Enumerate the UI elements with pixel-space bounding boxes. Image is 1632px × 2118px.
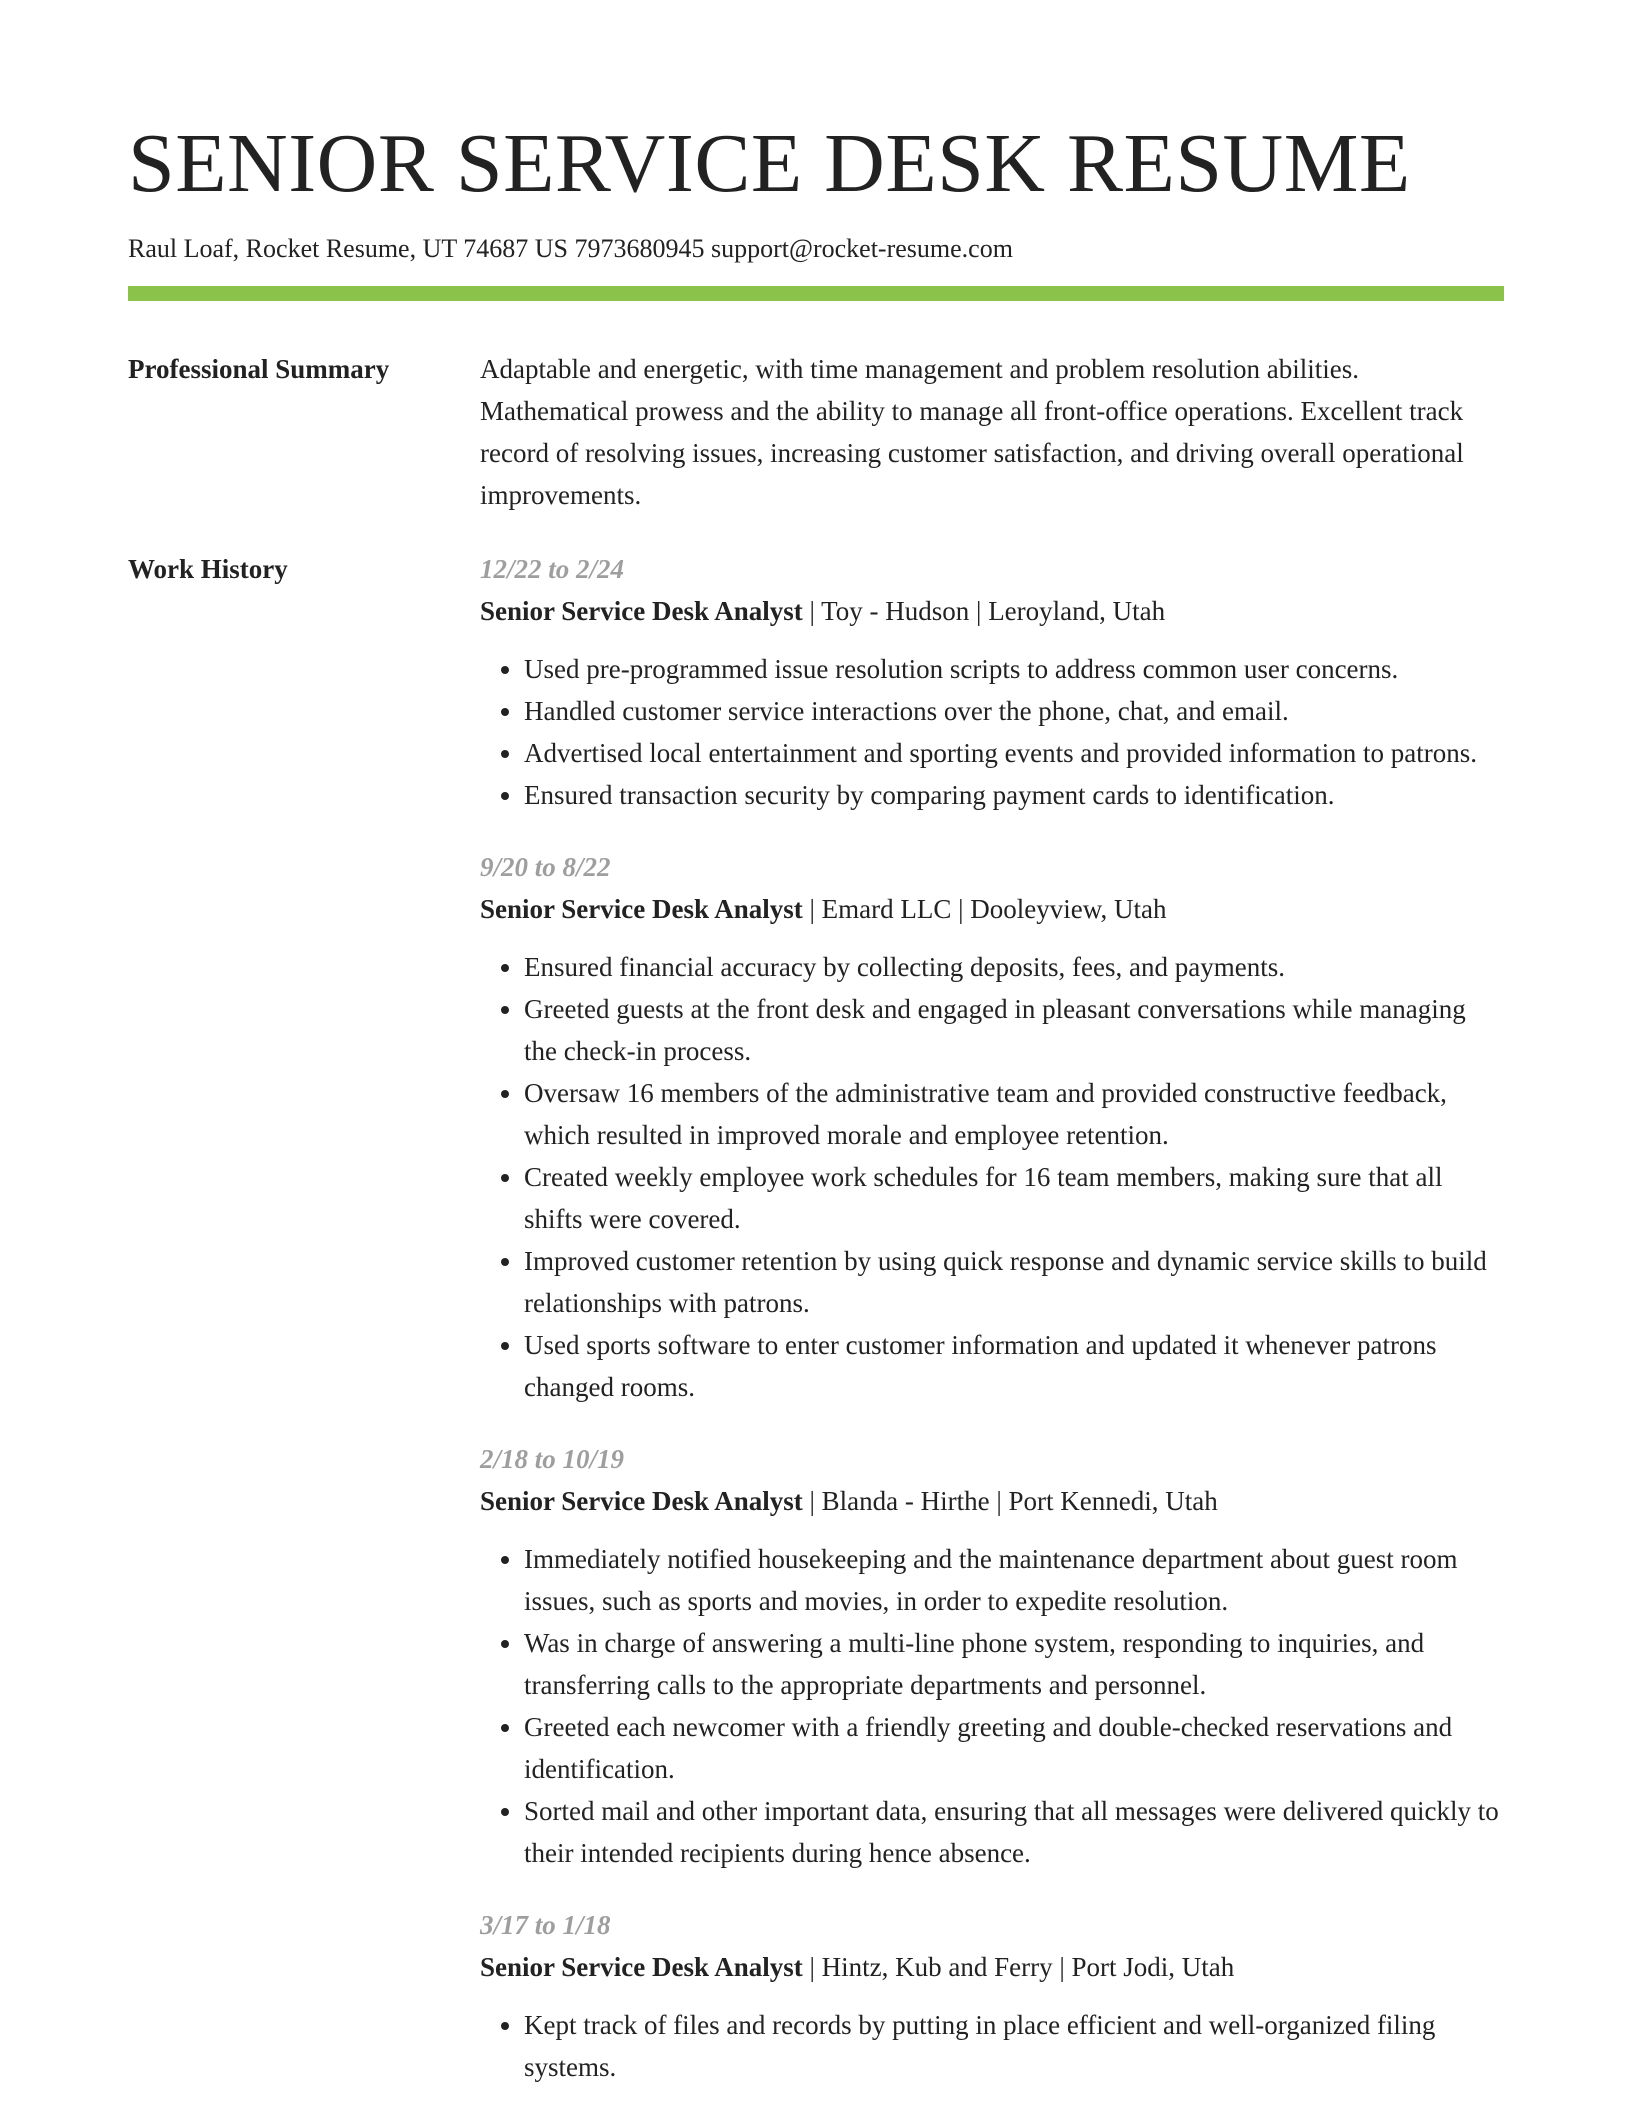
job-entry [480, 548, 1504, 816]
work-history-list [480, 548, 1504, 2118]
separator: | [969, 596, 989, 626]
professional-summary-text: Adaptable and energetic, with time management and problem resolution abilities. Mathematical prowess and the ability to manage all front-office operations. Excellent track record of resolving issues, increasing customer satisfaction, and driving overall operational improvements. [480, 354, 1464, 510]
job-title: Senior Service Desk Analyst [480, 596, 803, 626]
job-title: Senior Service Desk Analyst [480, 894, 803, 924]
job-bullet: • Greeted each newcomer with a friendly greeting and double-checked reservations and identification. [524, 1706, 1504, 1790]
job-location: Leroyland, Utah [988, 596, 1166, 626]
separator: | [951, 894, 971, 924]
job-dates: 12/22 to 2/24 [480, 554, 625, 584]
contact-line: Raul Loaf, Rocket Resume, UT 74687 US 7973680945 support@rocket-resume.com [128, 234, 1013, 263]
job-heading-line [480, 1946, 1504, 1988]
separator: | [802, 894, 822, 924]
job-location: Dooleyview, Utah [970, 894, 1167, 924]
resume-title: SENIOR SERVICE DESK RESUME [128, 117, 1411, 210]
job-bullet: • Ensured financial accuracy by collecting deposits, fees, and payments. [524, 946, 1504, 988]
job-company: Blanda - Hirthe [821, 1486, 990, 1516]
job-bullet: • Used pre-programmed issue resolution scripts to address common user concerns. [524, 648, 1504, 690]
job-bullet: • Was in charge of answering a multi-line phone system, responding to inquiries, and transferring calls to the appropriate departments and personnel. [524, 1622, 1504, 1706]
professional-summary-heading: Professional Summary [128, 354, 390, 384]
job-dates: 2/18 to 10/19 [480, 1444, 625, 1474]
separator: | [989, 1486, 1009, 1516]
job-bullet: • Advertised local entertainment and sporting events and provided information to patrons. [524, 732, 1504, 774]
job-heading-line [480, 590, 1504, 632]
job-entry [480, 846, 1504, 1408]
job-heading-line [480, 888, 1504, 930]
job-bullet: • Handled customer service interactions over the phone, chat, and email. [524, 690, 1504, 732]
separator: | [802, 1952, 822, 1982]
job-heading-line [480, 1480, 1504, 1522]
job-bullet: • Used sports software to enter customer information and updated it whenever patrons changed rooms. [524, 1324, 1504, 1408]
job-bullet: • Greeted guests at the front desk and engaged in pleasant conversations while managing the check-in process. [524, 988, 1504, 1072]
job-location: Port Jodi, Utah [1071, 1952, 1235, 1982]
separator: | [802, 596, 822, 626]
job-dates: 9/20 to 8/22 [480, 852, 611, 882]
separator: | [802, 1486, 822, 1516]
job-bullet: • Ensured transaction security by comparing payment cards to identification. [524, 774, 1504, 816]
job-bullet: • Improved customer retention by using quick response and dynamic service skills to build relationships with patrons. [524, 1240, 1504, 1324]
job-bullet: • Sorted mail and other important data, ensuring that all messages were delivered quickly to their intended recipients during hence absence. [524, 1790, 1504, 1874]
job-company: Emard LLC [821, 894, 952, 924]
job-bullet-list [480, 2004, 1504, 2088]
header-divider [128, 286, 1504, 301]
professional-summary-body [480, 348, 1504, 516]
job-dates: 3/17 to 1/18 [480, 1910, 611, 1940]
separator: | [1052, 1952, 1072, 1982]
job-title: Senior Service Desk Analyst [480, 1952, 803, 1982]
job-company: Hintz, Kub and Ferry [821, 1952, 1053, 1982]
job-bullet: • Oversaw 16 members of the administrative team and provided constructive feedback, which resulted in improved morale and employee retention. [524, 1072, 1504, 1156]
job-bullet: • Kept track of files and records by putting in place efficient and well-organized filing systems. [524, 2004, 1504, 2088]
job-bullet: • Immediately notified housekeeping and the maintenance department about guest room issues, such as sports and movies, in order to expedite resolution. [524, 1538, 1504, 1622]
job-entry [480, 1438, 1504, 1874]
job-company: Toy - Hudson [821, 596, 970, 626]
job-bullet-list [480, 1538, 1504, 1874]
job-entry [480, 1904, 1504, 2088]
job-title: Senior Service Desk Analyst [480, 1486, 803, 1516]
work-history-heading: Work History [128, 554, 288, 584]
job-location: Port Kennedi, Utah [1008, 1486, 1218, 1516]
job-bullet-list [480, 648, 1504, 816]
job-bullet: • Created weekly employee work schedules for 16 team members, making sure that all shifts were covered. [524, 1156, 1504, 1240]
job-bullet-list [480, 946, 1504, 1408]
